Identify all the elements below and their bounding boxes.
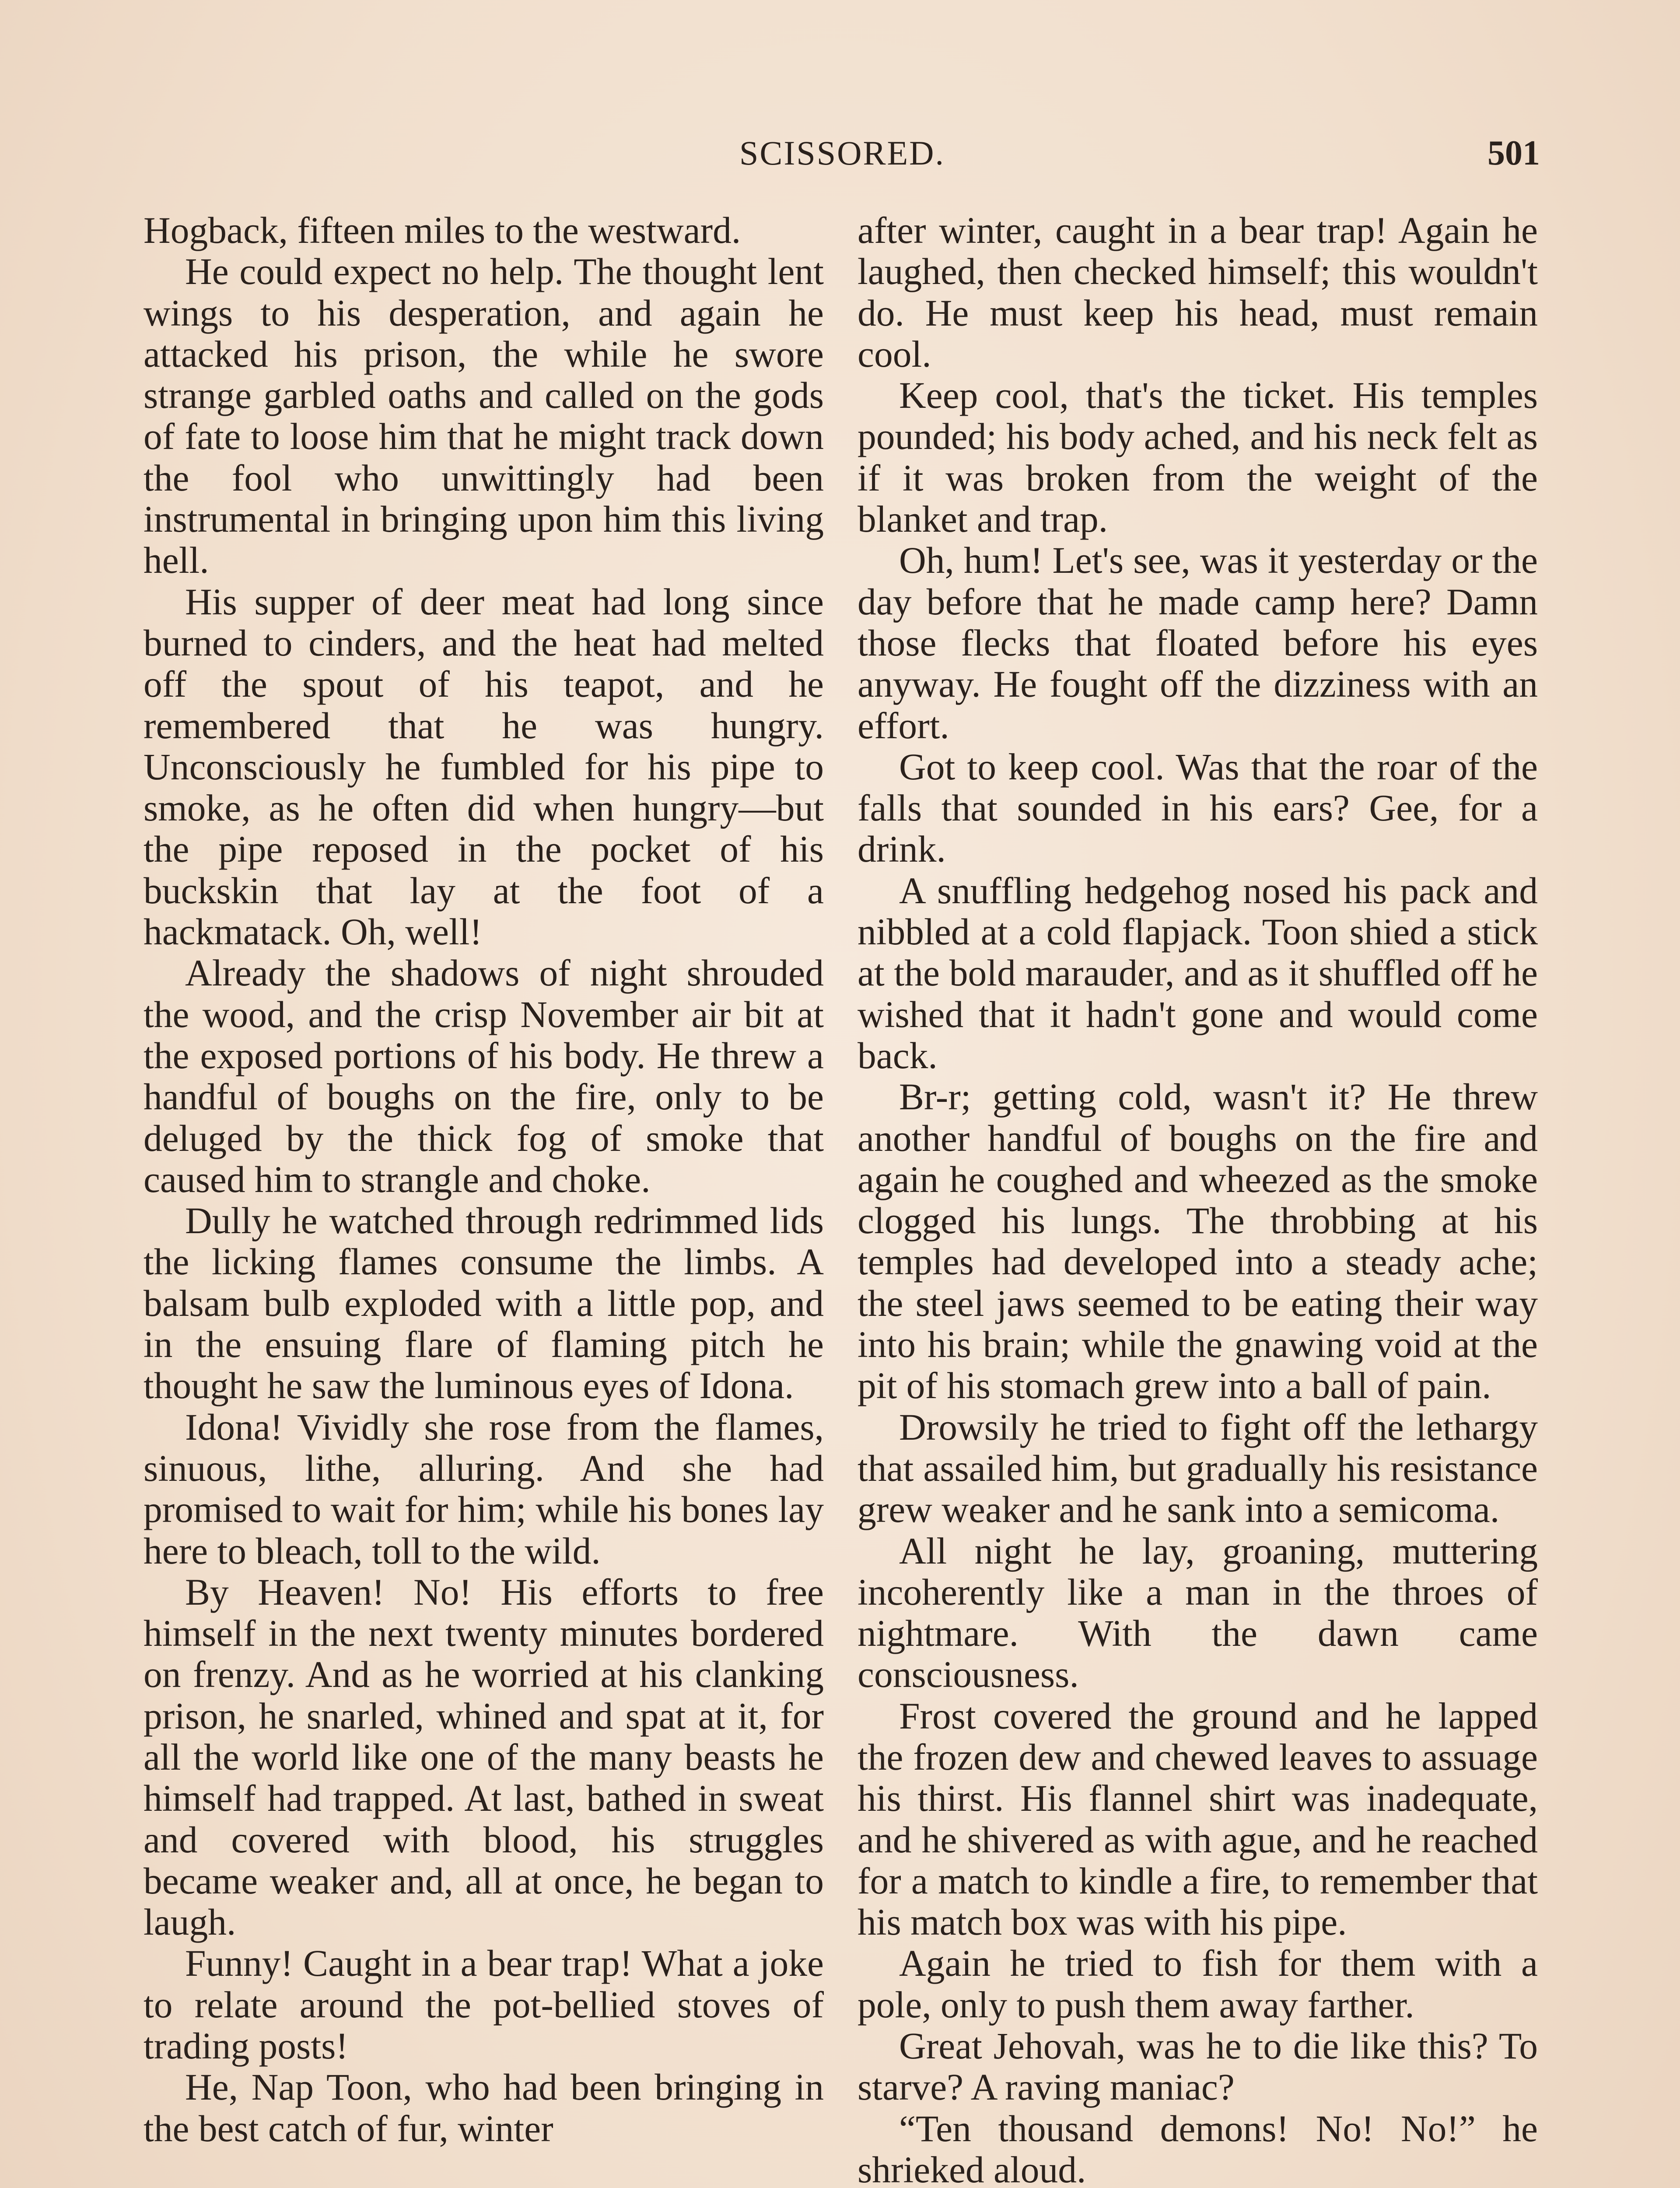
paragraph: His supper of deer meat had long since burned to cinders, and the heat had melted off the spout of his teapot, and he remembered that he was hungry. Unconsciously he fumbled for his pipe to smoke, as he often did when hungry—but the pipe reposed in the pocket of his buckskin that lay at the foot of a hackmatack. Oh, well! xyxy=(144,581,824,953)
story-title: SCISSORED. xyxy=(739,134,945,172)
paragraph: Hogback, fifteen miles to the westward. xyxy=(144,210,741,251)
paragraph: Oh, hum! Let's see, was it yesterday or the day before that he made camp here? Damn those flecks that floated before his eyes anyway. He fought off the dizziness with an effort. xyxy=(858,540,1538,747)
paragraph: He, Nap Toon, who had been bringing in the best catch of fur, winter xyxy=(144,2067,824,2149)
page-number: 501 xyxy=(1488,134,1540,172)
paragraph: Great Jehovah, was he to die like this? To starve? A raving maniac? xyxy=(858,2026,1538,2108)
paragraph: Funny! Caught in a bear trap! What a joke to relate around the pot-bellied stoves of trading posts! xyxy=(144,1943,824,2067)
paragraph: Br-r; getting cold, wasn't it? He threw another handful of boughs on the fire and again he coughed and wheezed as the smoke clogged his lungs. The throbbing at his temples had developed into a steady ache; the steel jaws seemed to be eating their way into his brain; while the gnawing void at the pit of his stomach grew into a ball of pain. xyxy=(858,1076,1538,1407)
paragraph: A snuffling hedgehog nosed his pack and nibbled at a cold flapjack. Toon shied a stick at the bold marauder, and as it shuffled off he wished that it hadn't gone and would come back. xyxy=(858,870,1538,1076)
paragraph: He could expect no help. The thought lent wings to his desperation, and again he attacked his prison, the while he swore strange garbled oaths and called on the gods of fate to loose him that he might track down the fool who unwittingly had been instrumental in bringing upon him this living hell. xyxy=(144,251,824,582)
paragraph: Dully he watched through redrimmed lids the licking flames consume the limbs. A balsam bulb exploded with a little pop, and in the ensuing flare of flaming pitch he thought he saw the luminous eyes of Idona. xyxy=(144,1200,824,1407)
running-header xyxy=(144,131,1540,175)
paragraph: All night he lay, groaning, muttering incoherently like a man in the throes of nightmare. With the dawn came consciousness. xyxy=(858,1530,1538,1696)
paragraph: By Heaven! No! His efforts to free himself in the next twenty minutes bordered on frenzy. And as he worried at his clanking prison, he snarled, whined and spat at it, for all the world like one of the many beasts he himself had trapped. At last, bathed in sweat and covered with blood, his struggles became weaker and, all at once, he began to laugh. xyxy=(144,1571,824,1943)
paragraph: Frost covered the ground and he lapped the frozen dew and chewed leaves to assuage his thirst. His flannel shirt was inadequate, and he shivered as with ague, and he reached for a match to kindle a fire, to remember that his match box was with his pipe. xyxy=(858,1695,1538,1943)
paragraph: Drowsily he tried to fight off the lethargy that assailed him, but gradually his resistance grew weaker and he sank into a semicoma. xyxy=(858,1406,1538,1531)
paragraph: Again he tried to fish for them with a pole, only to push them away farther. xyxy=(858,1943,1538,2026)
right-column xyxy=(858,210,1538,2188)
paragraph: after winter, caught in a bear trap! Again he laughed, then checked himself; this wouldn't do. He must keep his head, must remain cool. xyxy=(858,210,1538,375)
paragraph: Idona! Vividly she rose from the flames, sinuous, lithe, alluring. And she had promised to wait for him; while his bones lay here to bleach, toll to the wild. xyxy=(144,1406,824,1572)
paragraph: “Ten thousand demons! No! No!” he shrieked aloud. xyxy=(858,2108,1538,2188)
left-column xyxy=(144,210,824,2149)
paragraph: Already the shadows of night shrouded the wood, and the crisp November air bit at the exposed portions of his body. He threw a handful of boughs on the fire, only to be deluged by the thick fog of smoke that caused him to strangle and choke. xyxy=(144,953,824,1200)
paragraph: Got to keep cool. Was that the roar of the falls that sounded in his ears? Gee, for a drink. xyxy=(858,746,1538,870)
paragraph: Keep cool, that's the ticket. His temples pounded; his body ached, and his neck felt as if it was broken from the weight of the blanket and trap. xyxy=(858,375,1538,540)
